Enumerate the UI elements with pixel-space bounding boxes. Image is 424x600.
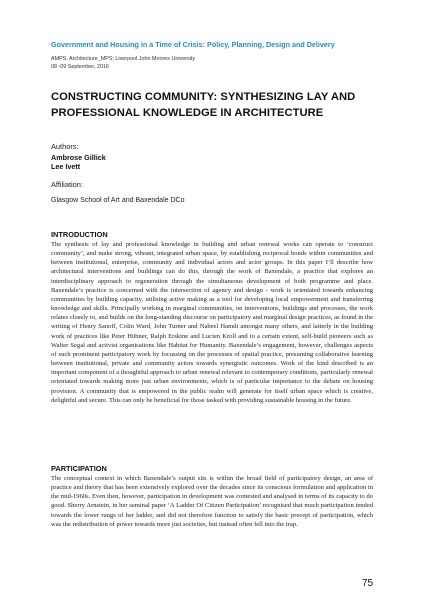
conference-venue: AMPS, Architecture_MPS; Liverpool John Moores University <box>51 56 196 62</box>
conference-title: Government and Housing in a Time of Crisis: Policy, Planning, Design and Delivery <box>51 40 335 49</box>
authors-label: Authors: <box>51 142 79 151</box>
author-name: Ambrose Gillick <box>51 153 106 162</box>
affiliation: Glasgow School of Art and Baxendale DCo <box>51 197 185 204</box>
introduction-paragraph: The synthesis of lay and professional knowledge in building and urban renewal works can operate to ‘construct community’, and make strong, vibrant, integrated urban space, by establishing reciprocal bonds within communities and between institutional, enterprise, community and individual actors and actor groups. In this paper I’ll describe how architectural interventions and buildings can do this, through the work of Baxendale, a practice that explores an interdisciplinary approach to regeneration through the simultaneous development of both programme and place. Baxendale’s practice is concerned with the intersection of agency and design - work is orientated towards enhancing communities by building capacity, utilising active making as a tool for developing local empowerment and transferring knowledge and skills. Principally working in marginal communities, on interventions, buildings and processes, the work relates closely to, and builds on the long-standing discourse on participatory and marginal design practices, as found in the writing of Henry Sanoff, Colin Ward, John Turner and Nabeel Hamdi amongst many others, and latterly in the building work of practices like Peter Hübner, Ralph Erskine and Lucien Kroll and to a certain extent, self-build pioneers such as Walter Segal and activist organisations like Habitat for Humanity. Baxendale’s engagement, however, challenges aspects of such prominent participatory work by focussing on the processes of spatial practice, presuming collaborative learning between institutional, private and community actors towards synergistic outcomes. Work of the kind described is an important component of a thoughtful approach to urban renewal relevant to contemporary conditions, particularly renewal orientated towards making more just urban environments, which is of particular importance to the debate on housing provision. A community that is empowered in the public realm will generate for itself urban space which is creative, delightful and secure. This can only be beneficial for those tasked with providing sustainable housing in the future. <box>51 241 373 404</box>
page-number: 75 <box>362 578 374 589</box>
paper-title: CONSTRUCTING COMMUNITY: SYNTHESIZING LAY AND PROFESSIONAL KNOWLEDGE IN ARCHITECTURE <box>51 91 356 119</box>
author-name: Lee Ivett <box>51 162 81 171</box>
section-heading-participation: PARTICIPATION <box>51 464 107 473</box>
affiliation-label: Affiliation: <box>51 180 83 189</box>
conference-dates: 08 -09 September, 2016 <box>51 64 109 70</box>
section-heading-introduction: INTRODUCTION <box>51 230 108 239</box>
participation-paragraph: The conceptual context in which Baxendale’s output sits is within the broad field of participatory design, an area of practice and theory that has been extensively explored over the decades since its conscious formulation and application in the mid-1960s. Even then, however, participation in development was contested and analysed in terms of its capacity to do good. Sherry Arnstein, in her seminal paper ‘A Ladder Of Citizen Participation’ recognised that much participation tended towards the lower rungs of her ladder, and did not therefore function to satisfy the basic precept of participation, which was the redistribution of power towards more just societies, but instead often fell into the trap. <box>51 475 373 528</box>
conference-meta <box>51 55 195 71</box>
